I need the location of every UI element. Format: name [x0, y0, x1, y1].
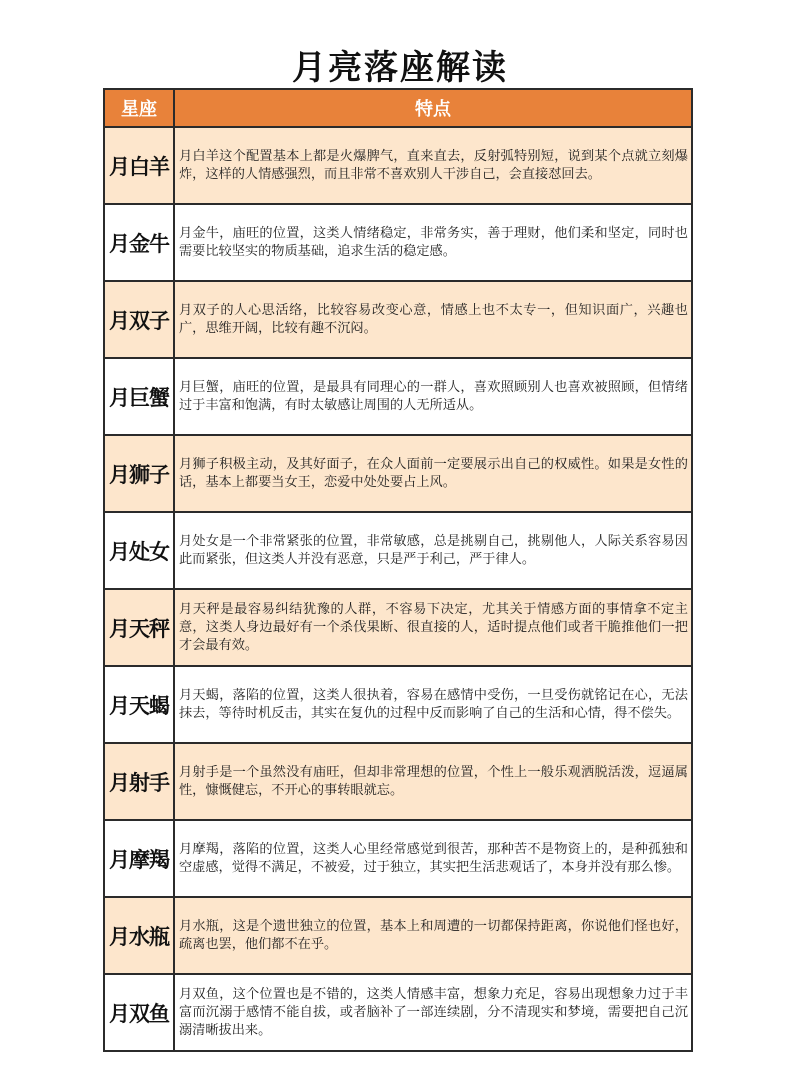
- header-sign: 星座: [104, 89, 174, 127]
- trait-cell: 月射手是一个虽然没有庙旺，但却非常理想的位置，个性上一般乐观洒脱活泼，逗逼属性，慷慨健忘，不开心的事转眼就忘。: [174, 743, 692, 820]
- sign-cell: 月处女: [104, 512, 174, 589]
- sign-cell: 月天蝎: [104, 666, 174, 743]
- page-title: 月亮落座解读: [292, 48, 508, 88]
- moon-sign-table: [103, 88, 693, 1052]
- sign-cell: 月巨蟹: [104, 358, 174, 435]
- trait-cell: 月水瓶，这是个遗世独立的位置，基本上和周遭的一切都保持距离，你说他们怪也好，疏离也罢，他们都不在乎。: [174, 897, 692, 974]
- trait-cell: 月天秤是最容易纠结犹豫的人群，不容易下决定，尤其关于情感方面的事情拿不定主意，这类人身边最好有一个杀伐果断、很直接的人，适时提点他们或者干脆推他们一把才会最有效。: [174, 589, 692, 666]
- sign-cell: 月射手: [104, 743, 174, 820]
- table-row: [104, 897, 692, 974]
- sign-cell: 月金牛: [104, 204, 174, 281]
- sign-cell: 月双子: [104, 281, 174, 358]
- trait-cell: 月处女是一个非常紧张的位置，非常敏感，总是挑剔自己，挑剔他人，人际关系容易因此而紧张，但这类人并没有恶意，只是严于利己，严于律人。: [174, 512, 692, 589]
- table-row: [104, 589, 692, 666]
- table-row: [104, 358, 692, 435]
- table-row: [104, 281, 692, 358]
- sign-cell: 月水瓶: [104, 897, 174, 974]
- table-header-row: [104, 89, 692, 127]
- trait-cell: 月双鱼，这个位置也是不错的，这类人情感丰富，想象力充足，容易出现想象力过于丰富而沉溺于感情不能自拔，或者脑补了一部连续剧，分不清现实和梦境，需要把自己沉溺清晰拔出来。: [174, 974, 692, 1051]
- sign-cell: 月白羊: [104, 127, 174, 204]
- sign-cell: 月双鱼: [104, 974, 174, 1051]
- trait-cell: 月狮子积极主动，及其好面子，在众人面前一定要展示出自己的权威性。如果是女性的话，基本上都要当女王，恋爱中处处要占上风。: [174, 435, 692, 512]
- trait-cell: 月摩羯，落陷的位置，这类人心里经常感觉到很苦，那种苦不是物资上的，是种孤独和空虚感，觉得不满足，不被爱，过于独立，其实把生活悲观话了，本身并没有那么惨。: [174, 820, 692, 897]
- trait-cell: 月天蝎，落陷的位置，这类人很执着，容易在感情中受伤，一旦受伤就铭记在心，无法抹去，等待时机反击，其实在复仇的过程中反而影响了自己的生活和心情，得不偿失。: [174, 666, 692, 743]
- trait-cell: 月巨蟹，庙旺的位置，是最具有同理心的一群人，喜欢照顾别人也喜欢被照顾，但情绪过于丰富和饱满，有时太敏感让周围的人无所适从。: [174, 358, 692, 435]
- table-row: [104, 743, 692, 820]
- sign-cell: 月狮子: [104, 435, 174, 512]
- trait-cell: 月白羊这个配置基本上都是火爆脾气，直来直去，反射弧特别短，说到某个点就立刻爆炸，这样的人情感强烈，而且非常不喜欢别人干涉自己，会直接怼回去。: [174, 127, 692, 204]
- sign-cell: 月摩羯: [104, 820, 174, 897]
- table-row: [104, 820, 692, 897]
- table-row: [104, 974, 692, 1051]
- table-row: [104, 204, 692, 281]
- table-row: [104, 435, 692, 512]
- header-trait: 特点: [174, 89, 692, 127]
- table-row: [104, 127, 692, 204]
- table-row: [104, 512, 692, 589]
- table-row: [104, 666, 692, 743]
- sign-cell: 月天秤: [104, 589, 174, 666]
- trait-cell: 月金牛，庙旺的位置，这类人情绪稳定，非常务实，善于理财，他们柔和坚定，同时也需要比较坚实的物质基础，追求生活的稳定感。: [174, 204, 692, 281]
- trait-cell: 月双子的人心思活络，比较容易改变心意，情感上也不太专一，但知识面广，兴趣也广，思维开阔，比较有趣不沉闷。: [174, 281, 692, 358]
